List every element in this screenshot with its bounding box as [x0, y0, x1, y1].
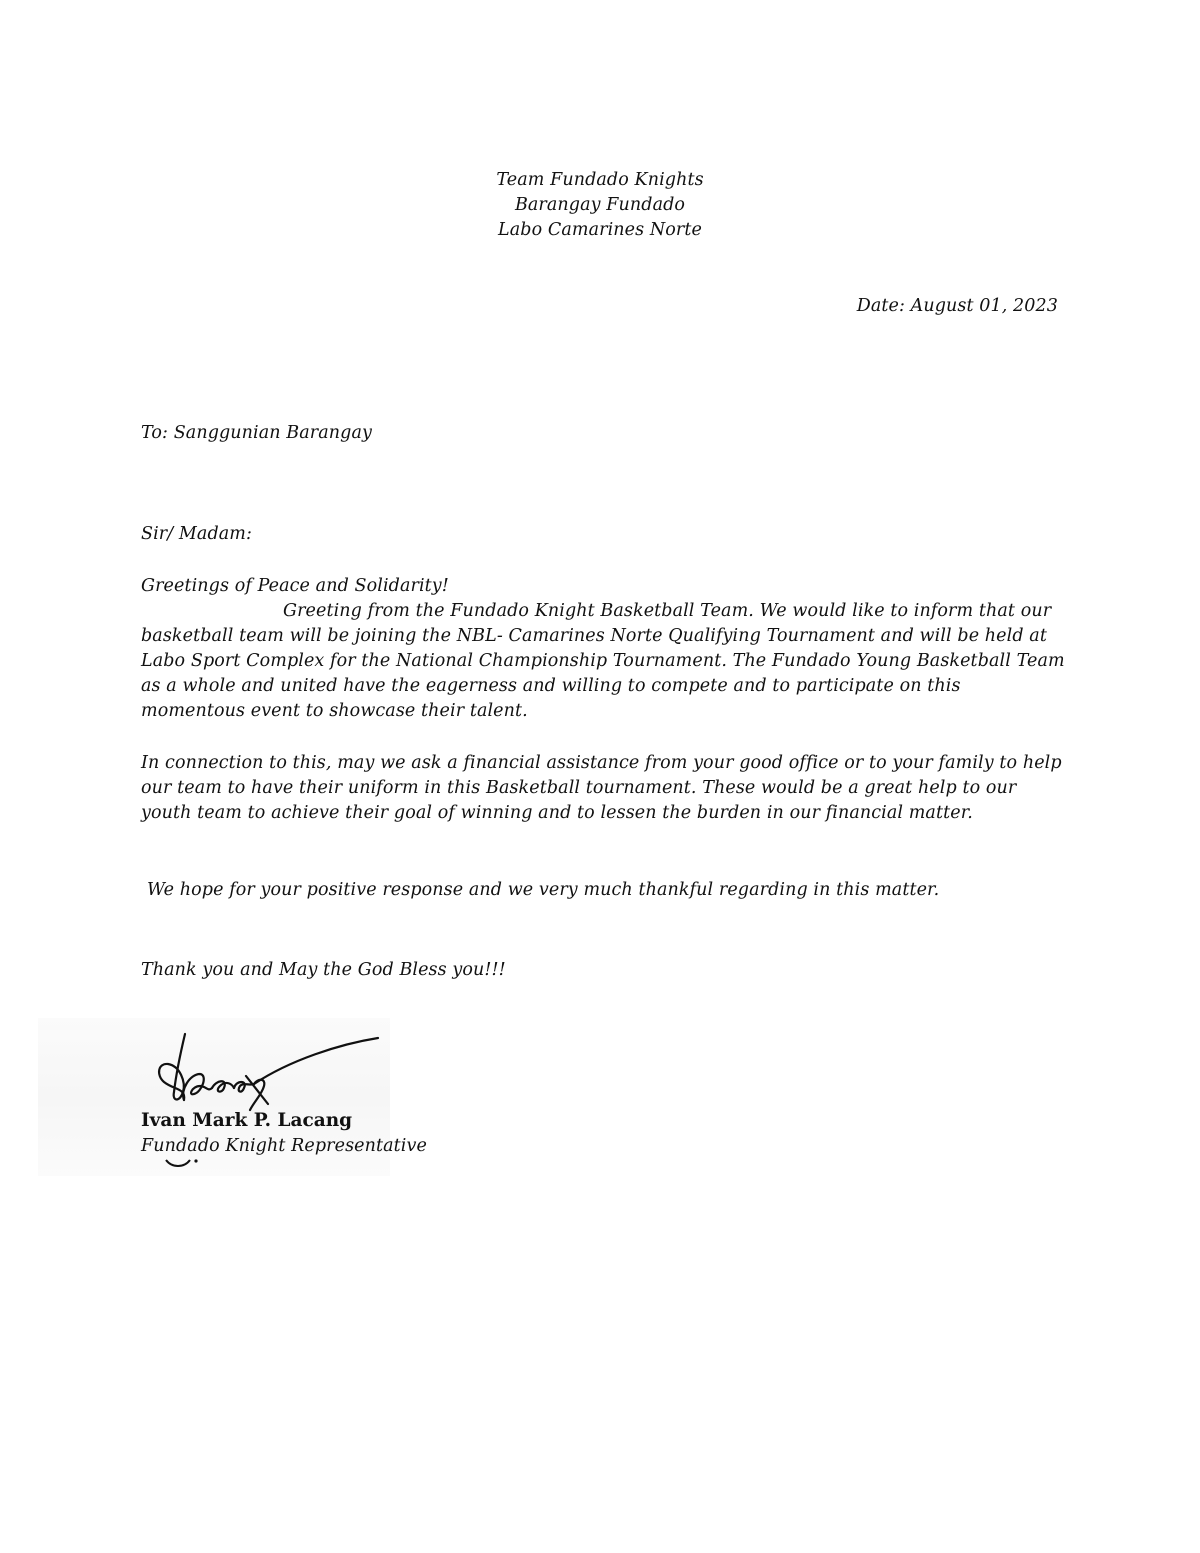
sender-location: Labo Camarines Norte [498, 220, 702, 240]
paragraph-line: Labo Sport Complex for the National Championship Tournament. The Fundado Young Basketball Team [141, 651, 1065, 671]
recipient-line: To: Sanggunian Barangay [141, 423, 372, 443]
paragraph-line: Greeting from the Fundado Knight Basketball Team. We would like to inform that our [283, 601, 1052, 621]
greeting-line: Greetings of Peace and Solidarity! [141, 576, 449, 596]
sender-address [0, 168, 1200, 243]
paragraph-line: momentous event to showcase their talent. [141, 701, 528, 721]
body-paragraph-1 [141, 599, 1065, 724]
sender-team: Team Fundado Knights [496, 170, 704, 190]
paragraph-line: youth team to achieve their goal of winning and to lessen the burden in our financial matter. [141, 803, 973, 823]
sender-barangay: Barangay Fundado [514, 195, 686, 215]
closing-line: Thank you and May the God Bless you!!! [141, 960, 506, 980]
paragraph-line: basketball team will be joining the NBL- Camarines Norte Qualifying Tournament and will be held at [141, 626, 1047, 646]
paragraph-line: our team to have their uniform in this Basketball tournament. These would be a great help to our [141, 778, 1017, 798]
salutation: Sir/ Madam: [141, 524, 252, 544]
hope-line: We hope for your positive response and we very much thankful regarding in this matter. [147, 880, 940, 900]
letter-date: Date: August 01, 2023 [856, 296, 1058, 316]
signer-name: Ivan Mark P. Lacang [141, 1110, 353, 1131]
signer-title: Fundado Knight Representative [141, 1136, 427, 1156]
paragraph-line: In connection to this, may we ask a financial assistance from your good office or to your family to help [141, 753, 1062, 773]
body-paragraph-2 [141, 751, 1061, 826]
paragraph-line: as a whole and united have the eagerness and willing to compete and to participate on this [141, 676, 961, 696]
